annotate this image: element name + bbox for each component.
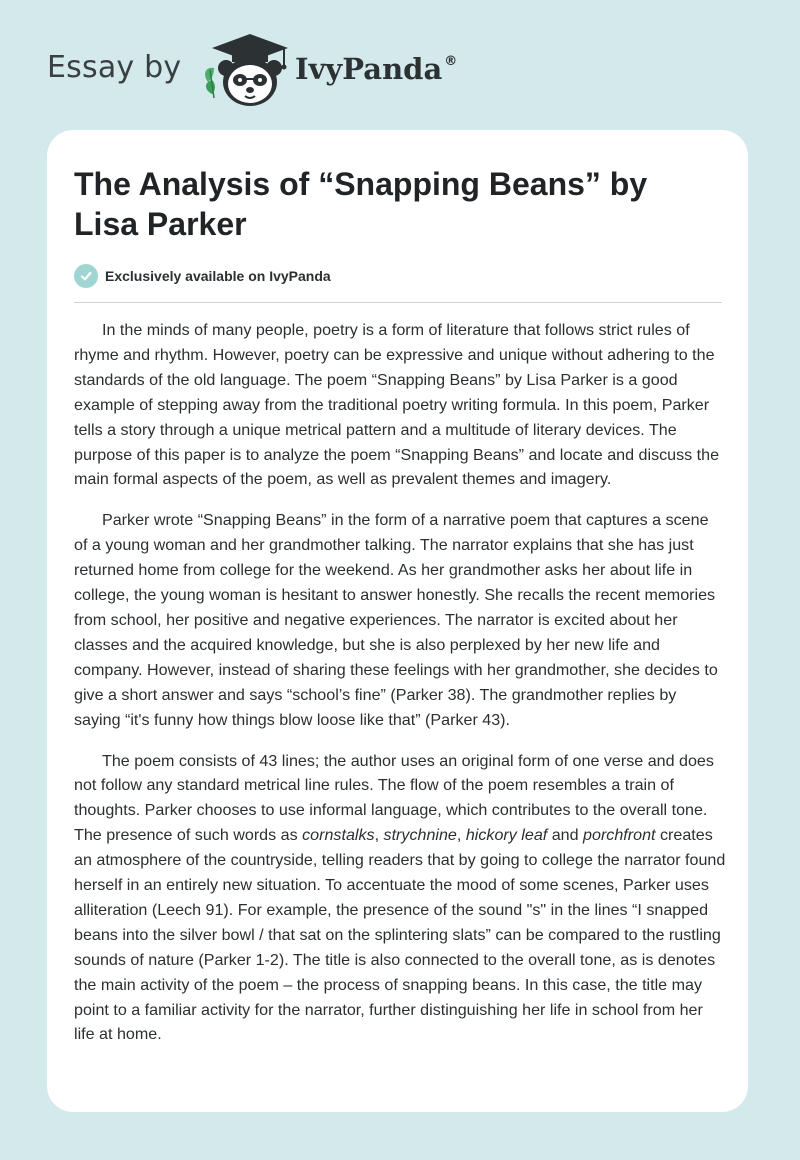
italic-term: hickory leaf xyxy=(465,826,548,845)
essay-by-label: Essay by xyxy=(47,50,182,85)
exclusive-label: Exclusively available on IvyPanda xyxy=(105,268,331,284)
essay-card xyxy=(47,130,748,1112)
paragraph: The poem consists of 43 lines; the author uses an original form of one verse and does not follow any standard metrical line rules. The flow of the poem resembles a train of thoughts. Parker chooses to use informal language, which contributes to the overall tone. The presence of such words as cornstalks, strychnine, hickory leaf and porchfront creates an atmosphere of the countryside, telling readers that by going to college the narrator found herself in an entirely new situation. To accentuate the mood of some scenes, Parker uses alliteration (Leech 91). For example, the presence of the sound "s" in the lines “I snapped beans into the silver bowl / that sat on the splintering slats” can be compared to the rustling sounds of nature (Parker 1-2). The title is also connected to the overall tone, as is denotes the main activity of the poem – the process of snapping beans. In this case, the title may point to a familiar activity for the narrator, further distinguishing her life in school from her life at home. xyxy=(74,751,726,1044)
italic-term: cornstalks xyxy=(302,826,375,845)
exclusive-badge xyxy=(74,264,331,288)
check-icon xyxy=(74,264,98,288)
site-header xyxy=(0,0,800,130)
divider xyxy=(74,302,722,303)
italic-term: porchfront xyxy=(583,826,656,845)
paragraph: In the minds of many people, poetry is a form of literature that follows strict rules of rhyme and rhythm. However, poetry can be expressive and unique without adhering to the standards of the old language. The poem “Snapping Beans” by Lisa Parker is a good example of stepping away from the traditional poetry writing formula. In this poem, Parker tells a story through a unique metrical pattern and a multitude of literary devices. The purpose of this paper is to analyze the poem “Snapping Beans” and locate and discuss the main formal aspects of the poem, as well as prevalent themes and imagery. xyxy=(74,321,720,489)
ivypanda-logo-icon[interactable] xyxy=(202,30,298,110)
essay-body xyxy=(74,318,726,1063)
italic-term: strychnine xyxy=(383,826,457,845)
brand-name[interactable]: IvyPanda ® xyxy=(295,52,458,86)
paragraph: Parker wrote “Snapping Beans” in the form of a narrative poem that captures a scene of a young woman and her grandmother talking. The narrator explains that she has just returned home from college for the weekend. As her grandmother asks her about life in college, the young woman is hesitant to answer honestly. She recalls the recent memories from school, her positive and negative experiences. The narrator is excited about her classes and the acquired knowledge, but she is also perplexed by her new life and company. However, instead of sharing these feelings with her grandmother, she decides to give a short answer and says “school’s fine” (Parker 38). The grandmother replies by saying “it's funny how things blow loose like that” (Parker 43). xyxy=(74,511,718,729)
page-title: The Analysis of “Snapping Beans” by Lisa Parker xyxy=(74,166,648,242)
registered-mark: ® xyxy=(444,54,458,69)
